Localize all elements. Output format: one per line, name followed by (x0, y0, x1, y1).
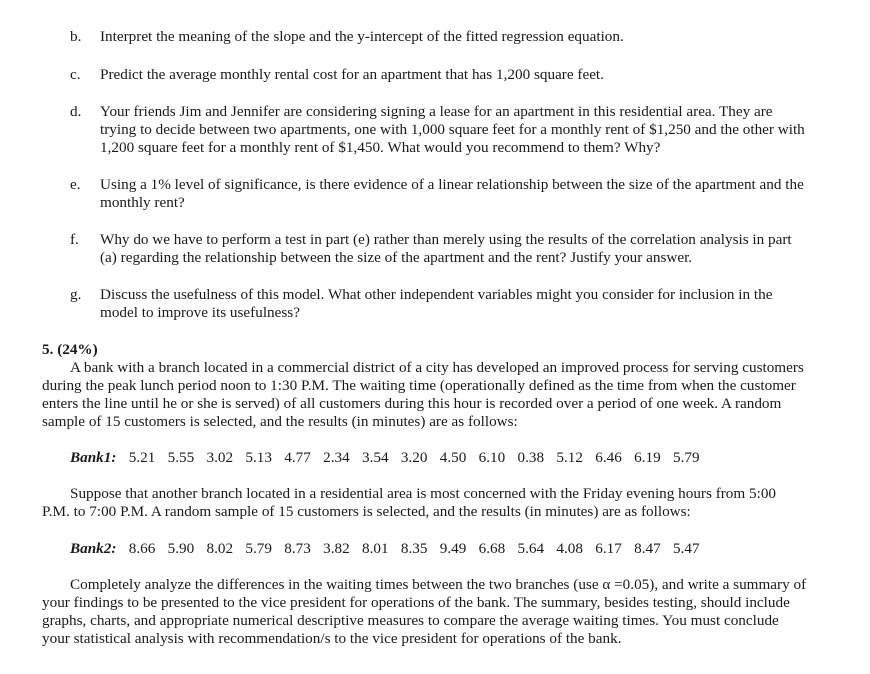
value: 3.82 (323, 540, 350, 557)
value: 5.12 (556, 449, 583, 466)
bank2-values (120, 540, 699, 557)
value: 6.46 (595, 449, 622, 466)
question-5-heading: 5. (24%) (42, 341, 98, 358)
value: 8.73 (284, 540, 311, 557)
text-line: (a) regarding the relationship between the size of the apartment and the rent? Justify your answer. (100, 249, 693, 266)
text-line: A bank with a branch located in a commercial district of a city has developed an improved process for serving customers (70, 359, 804, 376)
text-line: enters the line until he or she is served) of all customers during this hour is recorded over a period of one week. A random (42, 395, 782, 412)
text-line: Using a 1% level of significance, is there evidence of a linear relationship between the size of the apartment and the (100, 176, 804, 193)
value: 6.10 (478, 449, 506, 466)
question-text (100, 231, 845, 267)
bank1-label: Bank1: (70, 449, 117, 466)
value: 5.79 (245, 540, 272, 557)
bank1-data (70, 449, 700, 467)
question-5-closing (42, 576, 862, 648)
question-letter: g. (70, 286, 82, 303)
question-letter: c. (70, 66, 81, 83)
bank1-values (120, 449, 699, 466)
value: 5.79 (672, 449, 700, 466)
question-text (100, 28, 845, 46)
value: 0.38 (517, 449, 545, 466)
value: 5.13 (245, 449, 272, 466)
bank2-label: Bank2: (70, 540, 117, 557)
value: 4.08 (556, 540, 583, 557)
question-text (100, 103, 845, 157)
value: 8.47 (634, 540, 661, 557)
question-letter: b. (70, 28, 82, 45)
value: 6.68 (478, 540, 506, 557)
text-line: Discuss the usefulness of this model. What other independent variables might you consider for inclusion in the (100, 286, 773, 303)
text-line: during the peak lunch period noon to 1:30 P.M. The waiting time (operationally defined as the time from when the customer (42, 377, 796, 394)
text-line: your findings to be presented to the vice president for operations of the bank. The summary, besides testing, should include (42, 594, 790, 611)
text-line: P.M. to 7:00 P.M. A random sample of 15 customers is selected, and the results (in minutes) are as follows: (42, 503, 691, 520)
value: 8.35 (400, 540, 428, 557)
value: 8.01 (361, 540, 389, 557)
value: 3.54 (361, 449, 389, 466)
value: 8.66 (128, 540, 156, 557)
value: 6.17 (595, 540, 622, 557)
text-line: 1,200 square feet for a monthly rent of $1,450. What would you recommend to them? Why? (100, 139, 661, 156)
value: 5.90 (167, 540, 195, 557)
text-line: Why do we have to perform a test in part (e) rather than merely using the results of the correlation analysis in part (100, 231, 792, 248)
value: 5.55 (167, 449, 195, 466)
text-line: Suppose that another branch located in a residential area is most concerned with the Friday evening hours from 5:00 (70, 485, 777, 502)
text-line: Predict the average monthly rental cost for an apartment that has 1,200 square feet. (100, 66, 604, 83)
value: 4.50 (439, 449, 467, 466)
text-line: graphs, charts, and appropriate numerical descriptive measures to compare the average waiting times. You must conclude (42, 612, 779, 629)
text-line: Interpret the meaning of the slope and the y-intercept of the fitted regression equation. (100, 28, 624, 45)
value: 3.02 (206, 449, 234, 466)
text-line: your statistical analysis with recommendation/s to the vice president for operations of the bank. (42, 630, 622, 647)
value: 6.19 (634, 449, 661, 466)
text-line: Completely analyze the differences in the waiting times between the two branches (use α =0.05), and write a summary of (70, 576, 807, 593)
question-letter: e. (70, 176, 81, 193)
text-line: model to improve its usefulness? (100, 304, 300, 321)
value: 2.34 (323, 449, 350, 466)
value: 4.77 (284, 449, 311, 466)
question-text (100, 286, 845, 322)
bank2-data (70, 540, 700, 558)
text-line: Your friends Jim and Jennifer are considering signing a lease for an apartment in this residential area. They are (100, 103, 773, 120)
value: 9.49 (439, 540, 467, 557)
value: 8.02 (206, 540, 234, 557)
value: 5.47 (672, 540, 700, 557)
question-text (100, 66, 845, 84)
value: 3.20 (400, 449, 428, 466)
question-text (100, 176, 845, 212)
value: 5.64 (517, 540, 545, 557)
question-5-middle (42, 485, 862, 521)
text-line: sample of 15 customers is selected, and the results (in minutes) are as follows: (42, 413, 518, 430)
question-5-intro (42, 359, 862, 431)
question-letter: f. (70, 231, 79, 248)
value: 5.21 (128, 449, 156, 466)
question-letter: d. (70, 103, 82, 120)
question-5 (42, 341, 862, 431)
text-line: trying to decide between two apartments, one with 1,000 square feet for a monthly rent of $1,250 and the other with (100, 121, 805, 138)
text-line: monthly rent? (100, 194, 185, 211)
